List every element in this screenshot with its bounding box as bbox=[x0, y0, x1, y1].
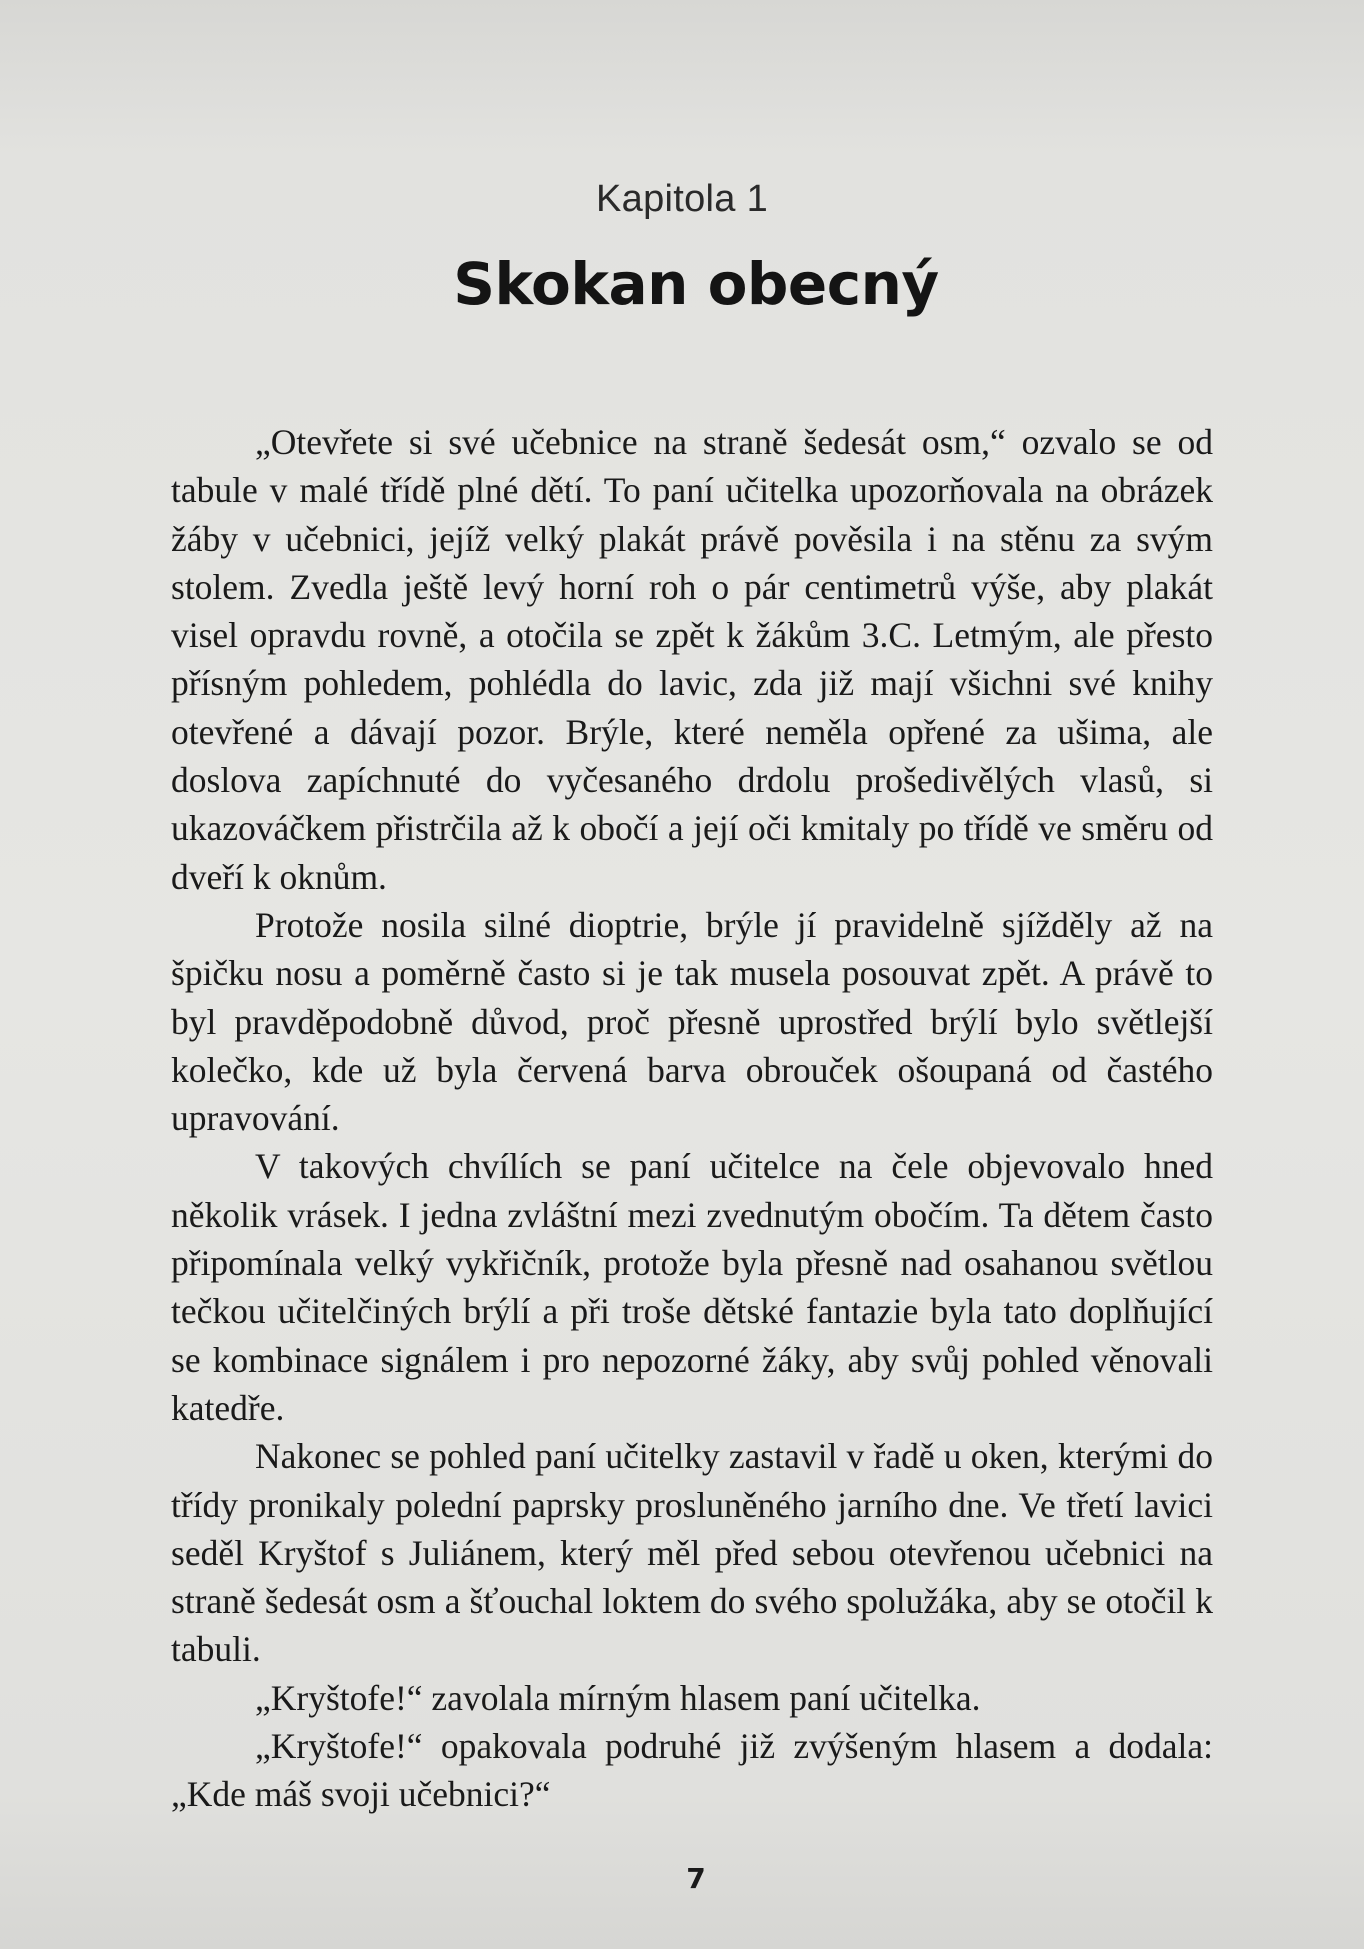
paragraph: „Kryštofe!“ zavolala mírným hlasem paní učitelka. bbox=[255, 1677, 981, 1718]
chapter-label: Kapitola 1 bbox=[595, 178, 768, 220]
paragraph: „Kryštofe!“ opakovala podruhé již zvýšeným hlasem a dodala: „Kde máš svoji učebnici?“ bbox=[171, 1726, 1213, 1815]
paragraph: Protože nosila silné dioptrie, brýle jí pravidelně sjížděly až na špičku nosu a poměrně často si je tak musela posouvat zpět. A právě to byl pravděpodobně důvod, proč přesně uprostřed brýlí bylo světlejší kolečko, kde už byla červená barva obrouček ošoupaná od častého upravování. bbox=[171, 904, 1213, 1139]
paragraph: V takových chvílích se paní učitelce na čele objevovalo hned několik vrásek. I jedna zvláštní mezi zvednutým obočím. Ta dětem často připomínala velký vykřičník, protože byla přesně nad osahanou světlou tečkou učitelčiných brýlí a při troše dětské fantazie byla tato doplňující se kombinace signálem i pro nepozorné žáky, aby svůj pohled věnovali katedře. bbox=[171, 1146, 1213, 1428]
paragraph: „Otevřete si své učebnice na straně šedesát osm,“ ozvalo se od tabule v malé třídě plné dětí. To paní učitelka upozorňovala na obrázek žáby v učebnici, jejíž velký plakát právě pověsila i na stěnu za svým stolem. Zvedla ještě levý horní roh o pár centimetrů výše, aby plakát visel opravdu rovně, a otočila se zpět k žákům 3.C. Letmým, ale přesto přísným pohledem, pohlédla do lavic, zda již mají všichni své knihy otevřené a dávají pozor. Brýle, které neměla opřené za ušima, ale doslova zapíchnuté do vyčesaného drdolu prošedivělých vlasů, si ukazováčkem přistrčila až k obočí a její oči kmitaly po třídě ve směru od dveří k oknům. bbox=[171, 422, 1213, 897]
paragraph: Nakonec se pohled paní učitelky zastavil v řadě u oken, kterými do třídy pronikaly polední paprsky prosluněného jarního dne. Ve třetí lavici seděl Kryštof s Juliánem, který měl před sebou otevřenou učebnici na straně šedesát osm a šťouchal loktem do svého spolužáka, aby se otočil k tabuli. bbox=[171, 1436, 1213, 1670]
chapter-body bbox=[171, 418, 1213, 1819]
chapter-title: Skokan obecný bbox=[453, 250, 939, 318]
page-number: 7 bbox=[686, 1862, 706, 1895]
